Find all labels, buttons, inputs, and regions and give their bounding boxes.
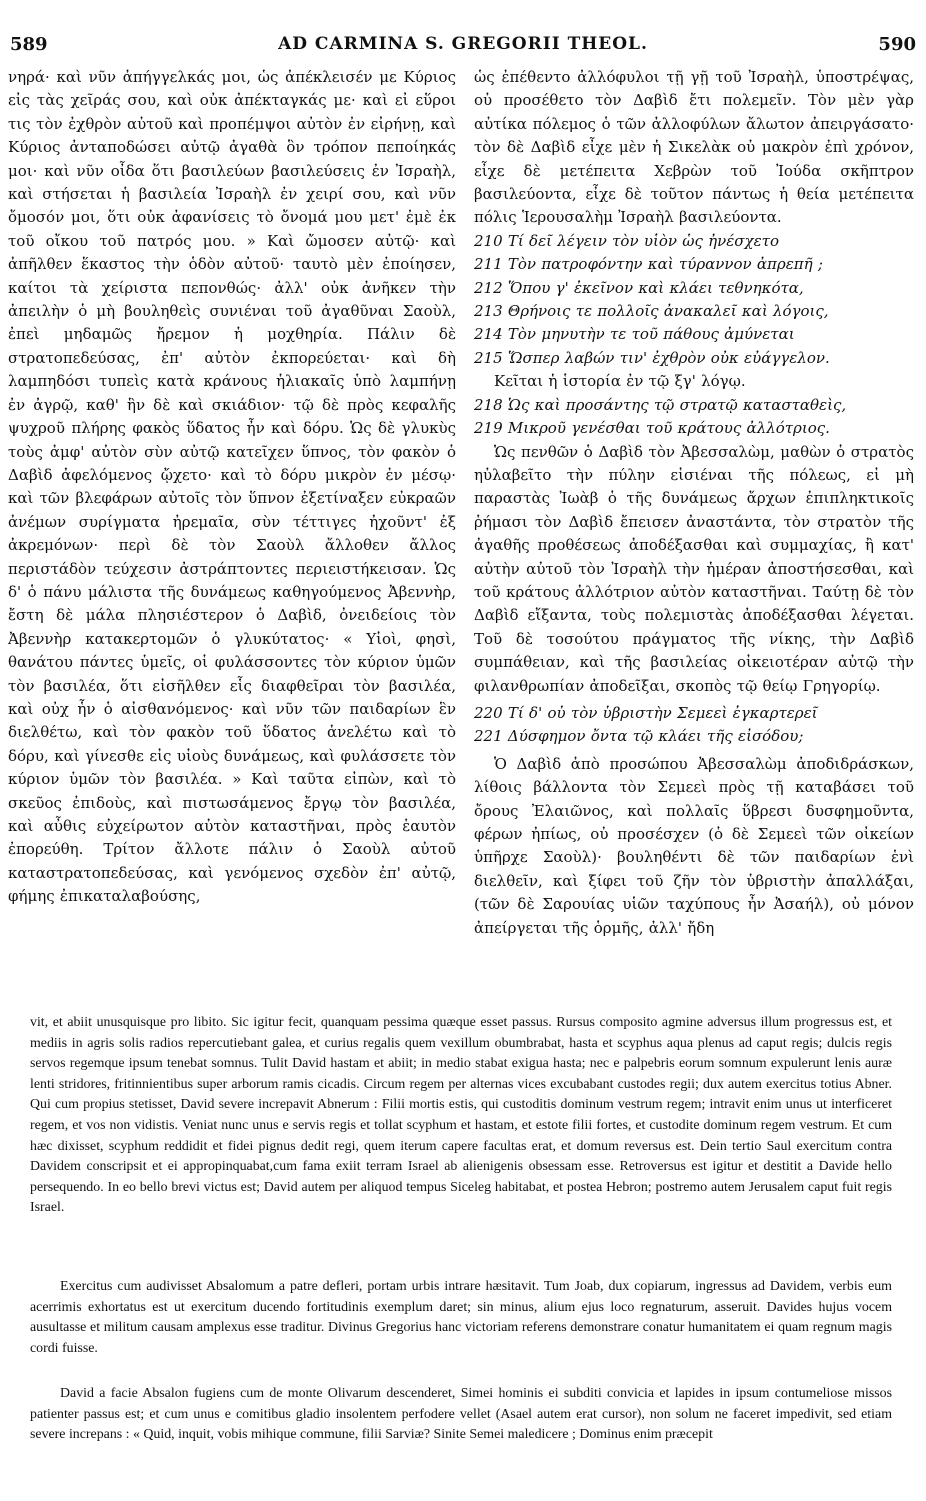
greek-paragraph: ὡς ἐπέθεντο ἀλλόφυλοι τῇ γῇ τοῦ Ἰσραὴλ, ὑποστρέψας, οὐ προσέθετο τὸν Δαβὶδ ἔτι πολεμεῖν. Τὸν μὲν γὰρ αὐτίκα πόλεμος ὁ τῶν ἀλλοφύλων ἄλωτον ἀπειργάσατο· τὸν δὲ Δαβὶδ εἶχε μὲν ἡ Σικελὰκ οὐ μακρὸν ἐπὶ χρόνον, εἶχε δὲ μετέπειτα Χεβρὼν τοῦ Ἰούδα σκῆπτρον βασιλεύοντα, εἶχε δὲ τοῦτον πάντως ἡ θεία μετέπειτα πόλις Ἱερουσαλὴμ Ἰσραὴλ βασιλεύοντα. — [474, 68, 914, 227]
latin-paragraph: vit, et abiit unusquisque pro libito. Sic igitur fecit, quanquam pessima quæque esset passus. Rursus composito agmine adversus illum progressus est, et mediis in agris solis radios repercutiebant galea, et curius regalis quem vexillum obumbrabat, hasta et scyphus aqua plenus ad caput regis; dulcis regis servos regemque ipsum tenebat somnus. Tulit David hastam et abiit; in medio stabat exigua hasta; nec e palpebris eorum somnum expulerunt lenis auræ lenti stridores, fritinnientibus super arborum ramis cicadis. Circum regem per alternas vices excubabant custodes regii; dux autem exercitus totius Abner. Qui cum propius stetisset, David severe increpavit Abnerum : Filii mortis estis, qui custoditis dominum vestrum regem; intravit enim unus ut interficeret regem, et vos non vidistis. Veniat nunc unus e servis regis et tollat scyphum et hastam, et estote filii fortes, et custodite dominum regem vestrum. Et cum hæc dixisset, scyphum reddidit et fidei pignus dedit regi, quem iterum capere facultas erat, et domum reversus est. Dein tertio Saul exercitum contra Davidem conscripsit et ei appropinquabat,cum fama exiit terram Israel ab alienigenis obsessam esse. Retroversus est igitur et destitit a Davide hello persequendo. In eo bello brevi victus est; David autem per aliquod tempus Siceleg habitabat, et postea Hebron; postremo autem Jerusalem caput fuit regis Israel. — [30, 1015, 892, 1216]
latin-translation-3 — [30, 1384, 892, 1446]
verse-line: 212 Ὅπου γ' ἐκεῖνον καὶ κλάει τεθνηκότα, — [474, 278, 804, 297]
verse-line: 215 Ὥσπερ λαβών τιν' ἐχθρὸν οὐκ εὐάγγελον. — [474, 348, 830, 367]
verse-line: 220 Τί δ' οὐ τὸν ὑβριστὴν Σεμεεὶ ἐγκαρτερεῖ — [474, 703, 818, 722]
latin-translation-1 — [30, 1013, 892, 1219]
verse-line: 218 Ὡς καὶ προσάντης τῷ στρατῷ κατασταθεὶς, — [474, 395, 847, 414]
verse-block — [474, 230, 914, 370]
page-number-left: 589 — [10, 34, 48, 55]
verse-line: 221 Δύσφημον ὄντα τῷ κλάει τῆς εἰσόδου; — [474, 727, 804, 746]
greek-left-column — [8, 66, 456, 909]
verse-line: 214 Τὸν μηνυτὴν τε τοῦ πάθους ἀμύνεται — [474, 325, 795, 344]
verse-line: 211 Τὸν πατροφόντην καὶ τύραννον ἀπρεπῆ ; — [474, 255, 823, 274]
greek-paragraph: Ὡς πενθῶν ὁ Δαβὶδ τὸν Ἀβεσσαλὼμ, μαθὼν ὁ στρατὸς ηὐλαβεῖτο τὴν πύλην εἰσιέναι τῆς πόλεως, εἰ μὴ παραστὰς Ἰωὰβ ὁ τῆς δυνάμεως ἄρχων ἐπιπληκτικοῖς ῥήμασι τὸν Δαβὶδ ἔπεισεν ἀναστάντα, τὸν στρατὸν τῆς ἀγαθῆς προθέσεως ἀποδέξασθαι καὶ συμμαχίας, ἢ κατ' αὐτὴν αὐτοῦ τὸν Ἰσραὴλ τὴν ἡμέραν ἀποστήσεσθαι, καὶ τοῦ κράτους ἀλλότριον αὐτὸν καταστῆναι. Ταύτῃ δὲ τὸν Δαβὶδ εἴξαντα, τοὺς πολεμιστὰς ἀποδέξασθαι λέγεται. Τοῦ δὲ τοσούτου πράγματος τῆς νίκης, τὴν Δαβὶδ συμπάθειαν, καὶ τῆς βασιλείας οἰκειοτέραν αὐτῷ τὴν φιλανθρωπίαν ἀποδεῖξαι, σκοπὸς τῷ θείῳ Γρηγορίῳ. — [474, 442, 914, 695]
greek-paragraph: Ὁ Δαβὶδ ἀπὸ προσώπου Ἀβεσσαλὼμ ἀποδιδράσκων, λίθοις βάλλοντα τὸν Σεμεεὶ πρὸς τῇ καταβάσει τοῦ ὄρους Ἐλαιῶνος, καὶ πολλαῖς ὕβρεσι δυσφημοῦντα, φέρων ἠπίως, οὐ προσέσχεν (ὁ δὲ Σεμεεὶ τῶν οἰκείων ὑπῆρχε Σαοὺλ)· βουληθέντι δὲ τῶν παιδαρίων ἑνὶ διελθεῖν, καὶ ξίφει τοῦ ζῆν τὸν ὑβριστὴν ἀπαλλάξαι, (τῶν δὲ Σαρουίας υἱῶν ταχύπους ἦν Ἀσαήλ), οὐ μόνον ἀπείργεται τῆς ὁρμῆς, ἀλλ' ἤδη — [474, 754, 914, 937]
greek-paragraph: νηρά· καὶ νῦν ἀπήγγελκάς μοι, ὡς ἀπέκλεισέν με Κύριος εἰς τὰς χεῖράς σου, καὶ οὐκ ἀπέκταγκάς με· καὶ εἰ εὕροι τις τὸν ἐχθρὸν αὐτοῦ καὶ προπέμψοι αὐτὸν ἐν εἰρήνῃ, καὶ Κύριος ἀνταποδώσει αὐτῷ ἀγαθὰ ὃν τρόπον πεποίηκάς μοι· καὶ νῦν οἶδα ὅτι βασιλεύων βασιλεύσεις ἐν Ἰσραὴλ, καὶ στήσεται ἡ βασιλεία Ἰσραὴλ ἐν χειρί σου, καὶ νῦν ὄμοσόν μοι, ὅτι οὐκ ἀφανίσεις τὸ ὄνομά μου μετ' ἐμὲ ἐκ τοῦ οἴκου τοῦ πατρός μου. » Καὶ ὤμοσεν αὐτῷ· καὶ ἀπῆλθεν ἕκαστος τὴν ὁδὸν αὐτοῦ· ταυτὸ μὲν ἐποίησεν, καίτοι τὰ χείριστα πεπονθώς· ἀλλ' οὐκ ἀνῆκεν τὴν ἀπειλὴν ὁ μὴ βουληθεὶς συνιέναι τοῦ ἀγαθῦναι Σαοὺλ, ἐπεὶ μηδαμῶς ἤρεμον ἡ μοχθηρία. Πάλιν δὲ στρατοπεδεύσας, ἐπ' αὐτὸν ἐκπορεύεται· καὶ δὴ λαμπηδόσι τυπεὶς κατὰ κράνους ἡλιακαῖς ὑπὸ λαμπήνῃ ἐν ἀγρῷ, καθ' ἣν δὲ καὶ σκιάδιον· τῷ δὲ πρὸς κεφαλῆς ψυχροῦ πλήρης φακὸς ὕδατος ἦν καὶ δόρυ. Ὡς δὲ γλυκὺς τοὺς ἀμφ' αὐτὸν σὺν αὐτῷ κατεῖχεν ὕπνος, τὸν φακὸν ὁ Δαβὶδ ἀφελόμενος ᾤχετο· καὶ τὸ δόρυ μικρὸν ἐν μέσῳ· καὶ τῶν βλεφάρων αὐτοῖς τὸν ὕπνον ἐξετίναξεν εὐκραῶν ἀνέμων συρίγματα ἠρεμαῖα, σὺν τέττιγες ἠχοῦντ' ἐξ ἀκρεμόνων· περὶ δὲ τὸν Σαοὺλ ἄλλοθεν ἄλλος περιστάδὸν τεύχεσιν ἀστράπτοντες περιειστήκεισαν. Ὡς δ' ὁ πάνυ μάλιστα τῆς δυνάμεως καθηγούμενος Ἀβεννὴρ, ἔστη δὲ μάλα πλησιέστερον ὁ Δαβὶδ, ὀνειδείοις τὸν Ἀβεννὴρ κατακερτομῶν ὁ γλυκύτατος· « Υἱοὶ, φησὶ, θανάτου πάντες ὑμεῖς, οἱ φυλάσσοντες τὸν κύριον ὑμῶν τὸν βασιλέα, ὅτι εἰσῆλθεν εἷς διαφθεῖραι τὸν βασιλέα, καὶ οὐχ ἧν ὁ αἰσθανόμενος· καὶ νῦν τῶν παιδαρίων ἓν διελθέτω, καὶ τὸν φακὸν τοῦ ὕδατος ἀνελέτω καὶ τὸ δόρυ, καὶ γίνεσθε εἰς υἱοὺς δυνάμεως, καὶ φυλάσσετε τὸν κύριον ὑμῶν τὸν βασιλέα. » Καὶ ταῦτα εἰπὼν, καὶ τὸ σκεῦος ἐπιδοὺς, καὶ πιστωσάμενος ἔργῳ τὸν βασιλέα, καὶ αὖθις εὐχείρωτον αὐτὸν καταστῆναι, πρὸς ἑαυτὸν ἐπορεύθη. Τρίτον ἄλλοτε πάλιν ὁ Σαοὺλ αὐτοῦ καταστρατοπεδεύσας, καὶ γενόμενος σχεδὸν ἐπ' αὐτῷ, φήμης ἐπικαταλαβούσης, — [8, 68, 456, 906]
latin-paragraph: Exercitus cum audivisset Absalomum a patre defleri, portam urbis intrare hæsitavit. Tum Joab, dux copiarum, ingressus ad Davidem, verbis eum acerrimis exhortatus est ut exercitum ducendo fortitudinis exemplum daret; sin minus, alium ejus loco regnaturum, asseruit. Davides hujus vocem ausultasse et militum causam amplexus esse traditur. Divinus Gregorius hanc victoriam referens demonstrare conatur humanitatem ei quam regnum magis cordi fuisse. — [30, 1279, 892, 1356]
verse-line: 210 Τί δεῖ λέγειν τὸν υἱὸν ὡς ἠνέσχετο — [474, 231, 780, 250]
verse-block — [474, 702, 914, 749]
page-number-right: 590 — [878, 34, 916, 55]
page-header — [0, 0, 926, 56]
latin-translation-2 — [30, 1277, 892, 1359]
source-note: Κεῖται ἡ ἱστορία ἐν τῷ ξγ' λόγῳ. — [494, 372, 746, 391]
running-title: AD CARMINA S. GREGORII THEOL. — [278, 34, 648, 54]
verse-line: 219 Μικροῦ γενέσθαι τοῦ κράτους ἀλλότριος. — [474, 419, 830, 438]
latin-paragraph: David a facie Absalon fugiens cum de monte Olivarum descenderet, Simei hominis ei subditi convicia et lapides in ipsum contumeliose missos patienter passus est; et cum unus e comitibus gladio insolentem perfodere vellet (Asael autem erat cursor), non solum ne faceret impedivit, sed etiam severe increpans : « Quid, inquit, vobis mihique commune, filii Sarviæ? Sinite Semei maledicere ; Dominus enim præcepit — [30, 1386, 892, 1443]
greek-right-column — [474, 66, 914, 940]
verse-block — [474, 394, 914, 441]
verse-line: 213 Θρήνοις τε πολλοῖς ἀνακαλεῖ καὶ λόγοις, — [474, 302, 829, 321]
